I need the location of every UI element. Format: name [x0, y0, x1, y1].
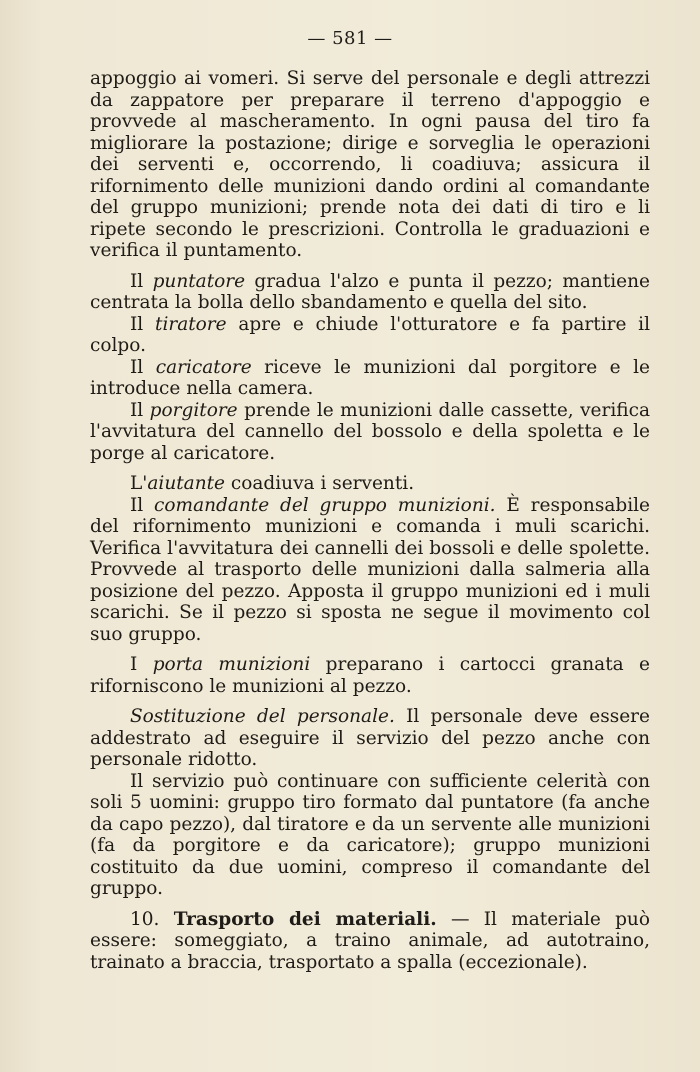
paragraph-sostituzione [90, 706, 650, 771]
paragraph-text: È responsabile del rifornimento munizioni e comanda i muli scarichi. Verifica l'avvitatura dei cannelli dei bossoli e delle spolette. Provvede al trasporto delle munizioni dalla salmeria alla posizione del pezzo. Apposta il gruppo munizioni ed i muli scarichi. Se il pezzo si sposta ne segue il movimento col suo gruppo. [90, 494, 650, 645]
paragraph-text: Il personale deve essere addestrato ad eseguire il servizio del pezzo anche con personale ridotto. [90, 706, 650, 770]
paragraph-lead: I [130, 654, 153, 675]
role-term: porta munizioni [152, 654, 311, 675]
paragraph-text: — Il materiale può essere: someggiato, a traino animale, ad autotraino, trainato a braccia, trasportato a spalla (eccezionale). [90, 908, 650, 973]
paragraph-tiratore [90, 314, 650, 357]
role-term: porgitore [149, 399, 238, 421]
paragraph-comandante [90, 495, 650, 646]
paragraph-lead: L' [130, 473, 148, 494]
role-term: aiutante [147, 473, 225, 494]
paragraph-lead: Il [130, 270, 153, 292]
paragraph-servizio [90, 771, 650, 900]
paragraph-porgitore [90, 400, 650, 465]
section-heading: Trasporto dei materiali. [173, 908, 437, 930]
role-term: puntatore [152, 270, 246, 292]
paragraph-aiutante [90, 473, 650, 495]
paragraph-lead: Il [130, 356, 156, 378]
paragraph-caricatore [90, 357, 650, 400]
paragraph-porta-munizioni [90, 654, 650, 697]
paragraph-puntatore [90, 271, 650, 314]
paragraph-text: preparano i cartocci granata e riforniscono le munizioni al pezzo. [90, 654, 650, 697]
role-term: comandante del gruppo munizioni. [154, 494, 496, 516]
paragraph-text: apre e chiude l'otturatore e fa partire il colpo. [90, 313, 651, 356]
role-term: tiratore [155, 313, 227, 335]
section-number: 10. [130, 908, 160, 930]
paragraph-lead: Il [130, 313, 156, 335]
paragraph-text: Il servizio può continuare con sufficiente celerità con soli 5 uomini: gruppo tiro formato dal puntatore (fa anche da capo pezzo), dal tiratore e da un servente alle munizioni (fa da porgitore e da caricatore); gruppo munizioni costituito da due uomini, compreso il comandante del gruppo. [90, 770, 650, 899]
paragraph-lead: Il [130, 494, 155, 516]
subheading-term: Sostituzione del personale. [130, 706, 395, 727]
paragraph-continuation [90, 68, 650, 262]
role-term: caricatore [155, 356, 252, 378]
paragraph-text: coadiuva i serventi. [225, 473, 415, 494]
paragraph-text: riceve le munizioni dal porgitore e le introduce nella camera. [90, 356, 650, 399]
body-text [90, 68, 650, 973]
paragraph-text: gradua l'alzo e punta il pezzo; mantiene centrata la bolla dello sbandamento e quella del sito. [90, 270, 650, 313]
paragraph-text: appoggio ai vomeri. Si serve del personale e degli attrezzi da zappatore per preparare il terreno d'appoggio e provvede al mascheramento. In ogni pausa del tiro fa migliorare la postazione; dirige e sorveglia le operazioni dei serventi e, occorrendo, li coadiuva; assicura il rifornimento delle munizioni dando ordini al comandante del gruppo munizioni; prende nota dei dati di tiro e li ripete secondo le prescrizioni. Controlla le graduazioni e verifica il puntamento. [90, 68, 650, 261]
paragraph-text: prende le munizioni dalle cassette, verifica l'avvitatura del cannello del bossolo e della spoletta e le porge al caricatore. [90, 399, 650, 464]
section-10 [90, 909, 650, 974]
paragraph-lead: Il [130, 399, 150, 421]
page-number: — 581 — [307, 28, 393, 49]
